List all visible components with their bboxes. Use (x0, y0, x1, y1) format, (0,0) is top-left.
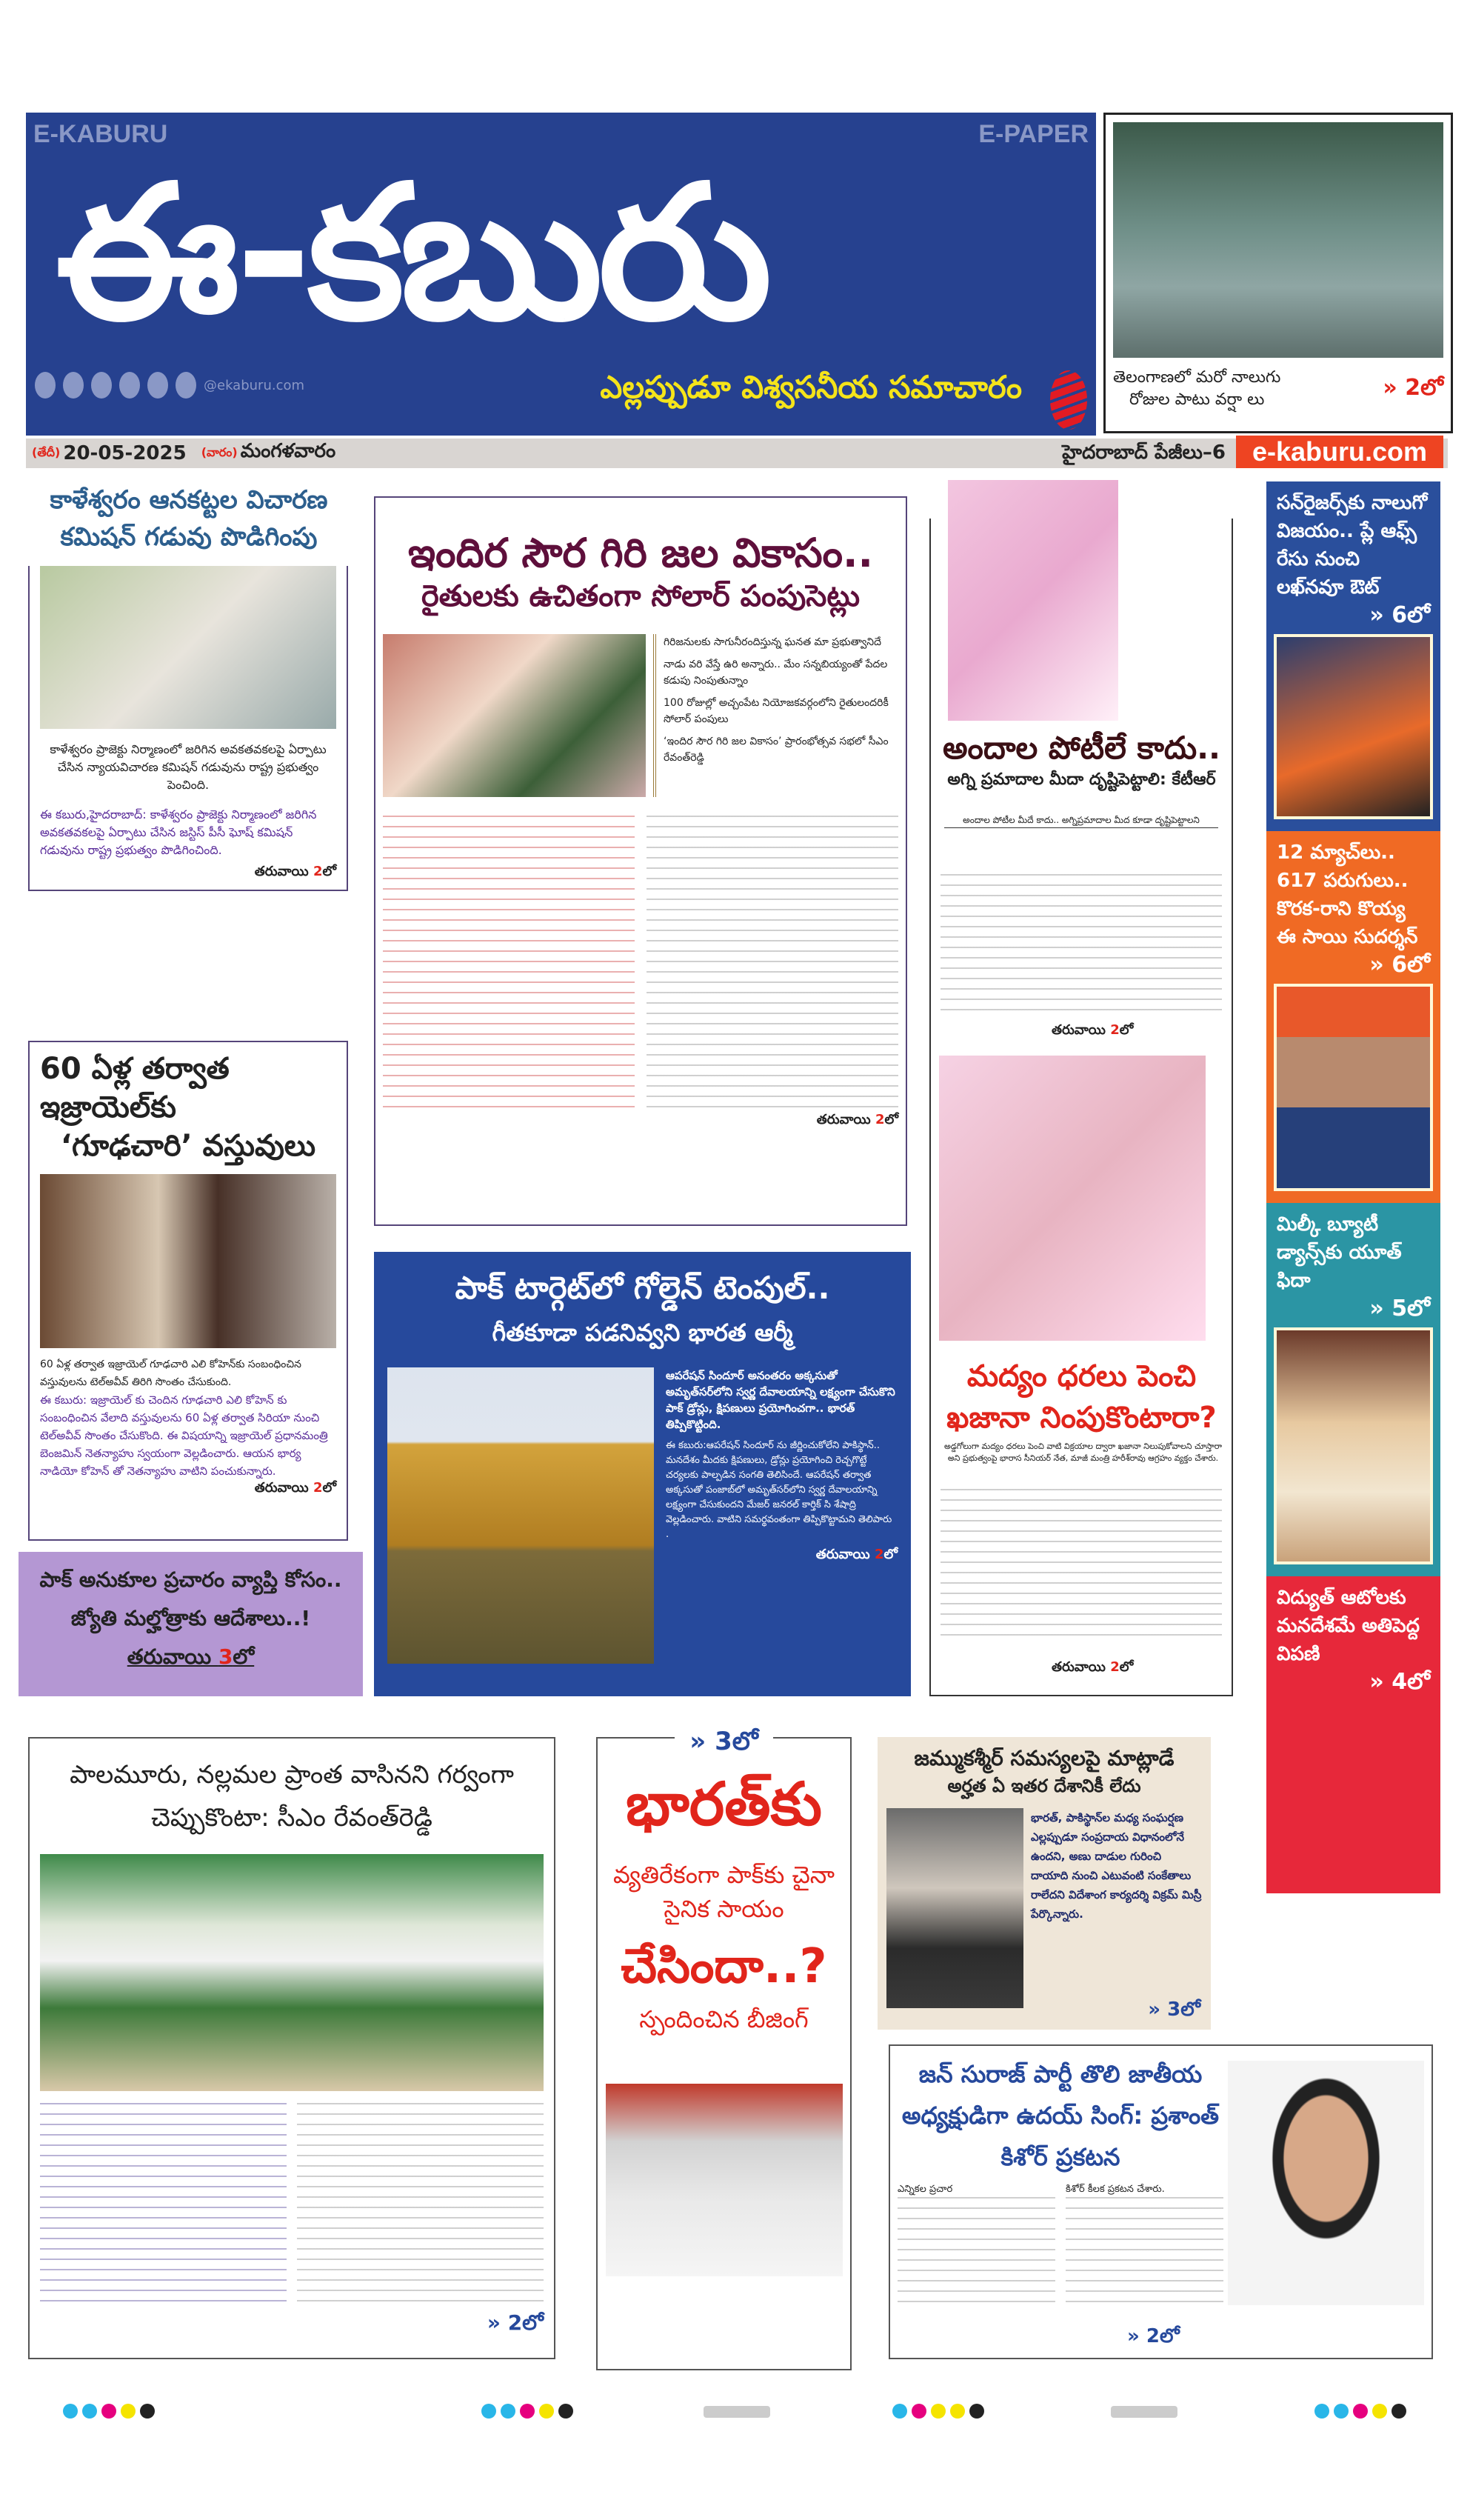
globe-icon[interactable] (176, 372, 196, 399)
palamuru-body-col1 (40, 2103, 287, 2310)
youtube-icon[interactable] (119, 372, 140, 399)
israel-headline[interactable]: 60 ఏళ్ల తర్వాత ఇజ్రాయెల్‌కు ‘గూఢచారి’ వస్తువులు (40, 1052, 316, 1163)
masthead (26, 113, 1096, 436)
china-line2: వ్యతిరేకంగా పాక్‌కు చైనా (612, 1861, 835, 1889)
israel-photo (40, 1174, 336, 1348)
ktr-summary: అందాల పోటీల మీదే కాదు.. అగ్నిప్రమాదాల మీద కూడా దృష్టిపెట్టాలని (944, 815, 1218, 828)
harish-headline[interactable]: మద్యం ధరలు పెంచి ఖజానా నింపుకొంటారా? (946, 1359, 1217, 1435)
sai-sudharsan-photo (1274, 984, 1433, 1191)
date: 20-05-2025 (63, 442, 187, 464)
kaleshwaram-body: ఈ కబురు,హైదరాబాద్: కాళేశ్వరం ప్రాజెక్టు నిర్మాణంలో జరిగిన అవకతవకలపై ఏర్పాటు చేసిన జస్టిస్ పీసీ ఘోష్ కమిషన్ గడువును రాష్ట్ర ప్రభుత్వం పొడిగించింది. (40, 807, 317, 857)
china-line3: సైనిక సాయం (664, 1895, 784, 1923)
brand-latin: E-KABURU (33, 120, 168, 148)
jansuraaj-story (889, 2044, 1433, 2359)
day-label: (వారం) (201, 444, 238, 459)
ktr-headline[interactable]: అందాల పోటీలే కాదు.. (942, 730, 1221, 766)
social-links (35, 372, 304, 399)
kaleshwaram-photo (40, 566, 336, 729)
continued-link[interactable]: తరువాయి 2లో (816, 1112, 898, 1127)
misri-photo (886, 1808, 1023, 2008)
jyoti-teaser[interactable] (19, 1552, 363, 1696)
israel-body: ఈ కబురు: ఇజ్రాయెల్ కు చెందిన గూఢచారి ఎలి కోహెన్ కు సంబంధించిన వేలాది వస్తువులను 60 ఏళ్ల తర్వాత సిరియా నుంచి టెల్అవీవ్ సొంతం చేసుకొంది. ఈ విషయాన్ని ఇజ్రాయెల్ ప్రధానమంత్రి బెంజమిన్ నెతన్యాహు స్వయంగా వెల్లడించారు. ఆయన భార్య నాడియో కోహెన్ తో నెతన్యాహు వాటిని పంచుకున్నారు. (40, 1393, 328, 1478)
kaleshwaram-summary: కాళేశ్వరం ప్రాజెక్టు నిర్మాణంలో జరిగిన అవకతవకలపై ఏర్పాటు చేసిన న్యాయవిచారణ కమిషన్ గడువును రాష్ట్ర ప్రభుత్వం పెంచింది. (50, 742, 327, 792)
weather-teaser[interactable] (1103, 113, 1453, 433)
palamuru-photo (40, 1854, 544, 2091)
rain-photo (1113, 122, 1443, 358)
registration-bar (1111, 2406, 1177, 2418)
bullet: గిరిజనులకు సాగునీరందిస్తున్న ఘనత మా ప్రభుత్వానిదే (664, 636, 882, 648)
indira-body-col1 (383, 816, 635, 1112)
china-headline-word1[interactable]: భారత్‌కు (626, 1770, 822, 1839)
jansuraaj-right-lead: కిశోర్ కీలక ప్రకటన చేశారు. (1066, 2184, 1165, 2195)
continued-link[interactable]: తరువాయి 3లో (127, 1644, 255, 1669)
palamuru-body-col2 (297, 2103, 544, 2310)
golden-temple-photo (387, 1367, 654, 1664)
golden-summary: ఆపరేషన్ సిందూర్ అనంతరం అక్కసుతో అమృత్‌సర్‌లోని స్వర్ణ దేవాలయాన్ని లక్ష్యంగా చేసుకొని పాక్ డ్రోన్లు, క్షిపణులు ప్రయోగించగా.. భారత్ తిప్పికొట్టింది. (666, 1369, 895, 1431)
harish-photo (939, 1056, 1206, 1341)
indira-headline[interactable]: ఇందిర సౌర గిరి జల వికాసం.. (407, 530, 874, 576)
kashmir-headline[interactable]: జమ్ముకశ్మీర్ సమస్యలపై మాట్లాడే (914, 1746, 1175, 1770)
palamuru-headline[interactable]: పాలమూరు, నల్లమల ప్రాంత వాసినని గర్వంగా చెప్పుకొంటా: సీఎం రేవంత్‌రెడ్డి (70, 1760, 514, 1833)
ktr-body (941, 874, 1222, 1015)
globe-logo-icon (1050, 370, 1087, 430)
date-label: (తేదీ) (32, 444, 61, 459)
china-line4: స్పందించిన బీజింగ్ (639, 2005, 809, 2033)
registration-bar (704, 2406, 770, 2418)
registration-marks (1314, 2404, 1406, 2419)
prashant-kishor-photo (1228, 2061, 1424, 2305)
kaleshwaram-column (26, 481, 352, 891)
indira-subhead: రైతులకు ఉచితంగా సోలార్ పంపుసెట్లు (421, 579, 861, 613)
bullet: నాడు వరి వేస్తే ఉరి అన్నారు.. మేం సన్నబియ్యంతో పేదల కడుపు నింపుతున్నాం (664, 659, 888, 687)
kaleshwaram-headline[interactable]: కాళేశ్వరం ఆనకట్టల విచారణ కమిషన్ గడువు పొడిగింపు (50, 485, 328, 552)
teaser-caption-2: రోజుల పాటు వర్షా లు (1129, 390, 1265, 409)
bullet: ‘ఇందిర సౌర గిరి జల వికాసం’ ప్రారంభోత్సవ సభలో సీఎం రేవంత్‌రెడ్డి (664, 736, 889, 764)
registration-marks (892, 2404, 984, 2419)
twitter-icon[interactable] (63, 372, 84, 399)
teaser-caption: తెలంగాణలో మరో నాలుగు (1113, 368, 1281, 387)
kaleshwaram-story (28, 566, 348, 891)
jansuraaj-body-col1 (898, 2197, 1055, 2308)
bullet: 100 రోజుల్లో అచ్చంపేట నియోజకవర్గంలోని రైతులందరికీ సోలార్ పంపులు (664, 697, 889, 725)
actress-photo (1274, 1327, 1433, 1564)
golden-headline[interactable]: పాక్ టార్గెట్‌లో గోల్డెన్ టెంపుల్.. (455, 1270, 830, 1306)
jansuraaj-body-col2 (1066, 2197, 1223, 2308)
continued-link[interactable]: తరువాయి 2లో (1052, 1659, 1134, 1675)
tagline: ఎల్లప్పుడూ విశ్వసనీయ సమాచారం (600, 369, 1022, 405)
spokesperson-photo (606, 2084, 843, 2276)
harish-body (941, 1489, 1222, 1637)
indira-body-col2 (647, 816, 898, 1112)
indira-bullets (653, 634, 898, 797)
registration-marks (63, 2404, 155, 2419)
kashmir-subhead: అర్హత ఏ ఇతర దేశానికీ లేదు (947, 1776, 1141, 1796)
sidebar-item-ev-autos[interactable]: విద్యుత్ ఆటోలకు మనదేశమే అతిపెద్ద విపణి » 4లో (1266, 1576, 1440, 1893)
kashmir-story (878, 1737, 1211, 2030)
electric-auto-photo (1266, 1701, 1440, 1893)
sidebar-item-sudharsan[interactable]: 12 మ్యాచ్‌లు.. 617 పరుగులు.. కొరక-రాని కొయ్య ఈ సాయి సుదర్శన్ » 6లో (1266, 831, 1440, 1203)
jansuraaj-headline[interactable]: జన్ సురాజ్ పార్టీ తొలి జాతీయ అధ్యక్షుడిగా ఉదయ్ సింగ్: ప్రశాంత్ కిశోర్ ప్రకటన (901, 2060, 1220, 2171)
city-pages: హైదరాబాద్ పేజీలు–6 (1062, 441, 1226, 464)
page-ref[interactable]: » 3లో (675, 1727, 772, 1762)
golden-subhead: గీతకూడా పడనివ్వని భారత ఆర్మీ (492, 1319, 793, 1347)
cricketer-photo (1274, 634, 1433, 819)
sidebar-item-sunrisers[interactable]: సన్‌రైజర్స్‌కు నాలుగో విజయం.. ప్లే ఆఫ్స్ రేసు నుంచి లఖ్‌నవూ ఔట్ » 6లో (1266, 481, 1440, 831)
logo: ఈ-కబురు (56, 145, 768, 361)
date-bar (26, 436, 1448, 468)
golden-body: ఈ కబురు:ఆపరేషన్ సిందూర్ ను జీర్ణించుకోలేని పాకిస్థాన్.. మనదేశం మీదకు క్షిపణులు, డ్రోన్లు ప్రయోగించి రెచ్చగొట్టే చర్యలకు పాల్పడిన సంగతి తెలిసిందే. ఆపరేషన్ తర్వాత అక్కసుతో పంజాబ్‌లో అమృత్‌సర్‌లోని స్వర్ణ దేవాలయాన్ని లక్ష్యంగా చేసుకుందని మేజర్ జనరల్ కార్తిక్ సి శేషాద్రి వెల్లడించారు. వాటిని సమర్థవంతంగా తిప్పికొట్టామని తెలిపారు . (666, 1440, 892, 1540)
harish-summary: అడ్డగోలుగా మద్యం ధరలు పెంచి వాటి విక్రయాల ద్వారా ఖజానా నిలుపుకోవాలని చూస్తారా అని ప్రభుత్వంపై భారాస సీనియర్ నేత, మాజీ మంత్రి హరీశ్‌రావు ఆగ్రహం వ్యక్తం చేశారు. (943, 1441, 1223, 1463)
page-ref[interactable]: » 2లో (1383, 375, 1443, 401)
whatsapp-icon[interactable] (35, 372, 56, 399)
jyoti-line2: జ్యోతి మల్హోత్రాకు ఆదేశాలు..! (70, 1606, 311, 1630)
jyoti-line1: పాక్ అనుకూల ప్రచారం వ్యాప్తి కోసం.. (39, 1567, 342, 1592)
israel-summary: 60 ఏళ్ల తర్వాత ఇజ్రాయెల్ గూఢచారి ఎలి కోహెన్‌కు సంబంధించిన వస్తువులను టెల్అవీవ్ తిరిగి సొంతం చేసుకుంది. (40, 1359, 301, 1388)
continued-link[interactable]: తరువాయి 2లో (1052, 1022, 1134, 1038)
facebook-icon[interactable] (91, 372, 112, 399)
continued-link[interactable]: తరువాయి 2లో (815, 1547, 898, 1562)
instagram-icon[interactable] (147, 372, 168, 399)
sidebar (1266, 481, 1440, 1893)
website-link[interactable]: e-kaburu.com (1236, 436, 1443, 468)
jansuraaj-lead: ఎన్నికల ప్రచార (898, 2184, 953, 2195)
page-ref[interactable]: » 2లో (1127, 2325, 1180, 2347)
kashmir-body: భారత్, పాకిస్థాన్‌ల మధ్య సంఘర్షణ ఎల్లప్పుడూ సంప్రదాయ విధానంలోనే ఉందని, అణు దాడుల గురించి దాయాది నుంచి ఎటువంటి సంకేతాలు రాలేదని విదేశాంగ కార్యదర్శి విక్రమ్ మిస్రీ పేర్కొన్నారు. (1031, 1811, 1202, 1921)
israel-story (28, 1041, 348, 1541)
page-ref[interactable]: » 2లో (487, 2310, 544, 2335)
ktr-subhead: అగ్ని ప్రమాదాల మీదా దృష్టిపెట్టాలి: కేటీఆర్ (947, 770, 1216, 789)
day: మంగళవారం (240, 440, 336, 462)
social-handle[interactable]: @ekaburu.com (204, 377, 305, 393)
golden-temple-story (374, 1252, 911, 1696)
continued-link[interactable]: తరువాయి 2లో (254, 1480, 336, 1496)
indira-photo (383, 634, 646, 797)
edition-label: E-PAPER (978, 120, 1089, 148)
indira-story (374, 496, 907, 1226)
sidebar-item-milky-beauty[interactable]: మిల్కీ బ్యూటీ డ్యాన్స్‌కు యూత్ ఫిదా » 5లో (1266, 1203, 1440, 1576)
registration-marks (481, 2404, 573, 2419)
china-story (596, 1727, 852, 2370)
continued-link[interactable]: తరువాయి 2లో (254, 864, 336, 879)
china-headline-word2: చేసిందా..? (621, 1939, 827, 1994)
palamuru-story (28, 1737, 555, 2359)
page-ref[interactable]: » 3లో (1148, 1999, 1200, 2021)
